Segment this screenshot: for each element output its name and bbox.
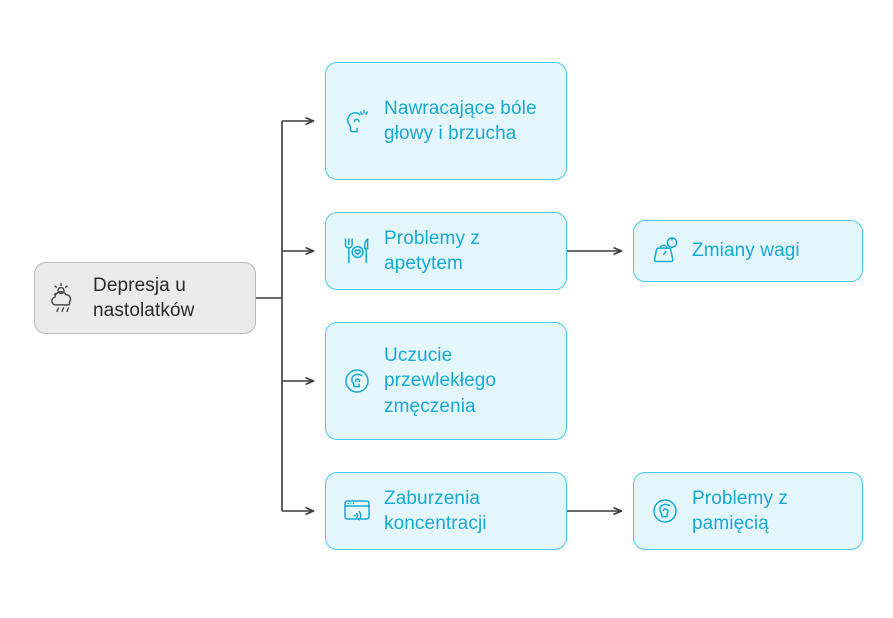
cloud-rain-sun-icon bbox=[49, 281, 83, 315]
head-battery-icon bbox=[340, 364, 374, 398]
node-nawracajace-bole-glowy-i-brzucha[interactable] bbox=[325, 62, 567, 180]
node-label: Zaburzenia koncentracji bbox=[384, 487, 487, 534]
node-zmiany-wagi[interactable] bbox=[633, 220, 863, 282]
node-label: Problemy z pamięcią bbox=[692, 487, 789, 534]
node-problemy-z-pamiecia[interactable] bbox=[633, 472, 863, 550]
node-problemy-z-apetytem[interactable] bbox=[325, 212, 567, 290]
scale-weight-icon bbox=[648, 234, 682, 268]
node-depresja-u-nastolatkow[interactable] bbox=[34, 262, 256, 334]
node-label: Uczucie przewlekłego zmęczenia bbox=[384, 345, 497, 417]
node-label: Nawracające bóle głowy i brzucha bbox=[384, 97, 537, 144]
node-uczucie-przewleklego-zmeczenia[interactable] bbox=[325, 322, 567, 440]
node-label: Depresja u nastolatków bbox=[93, 274, 195, 321]
fork-knife-plate-icon bbox=[340, 234, 374, 268]
head-brain-icon bbox=[648, 494, 682, 528]
node-label: Zmiany wagi bbox=[692, 240, 800, 262]
monitor-signal-icon bbox=[340, 494, 374, 528]
node-label: Problemy z apetytem bbox=[384, 227, 481, 274]
head-pain-icon bbox=[340, 104, 374, 138]
node-zaburzenia-koncentracji[interactable] bbox=[325, 472, 567, 550]
